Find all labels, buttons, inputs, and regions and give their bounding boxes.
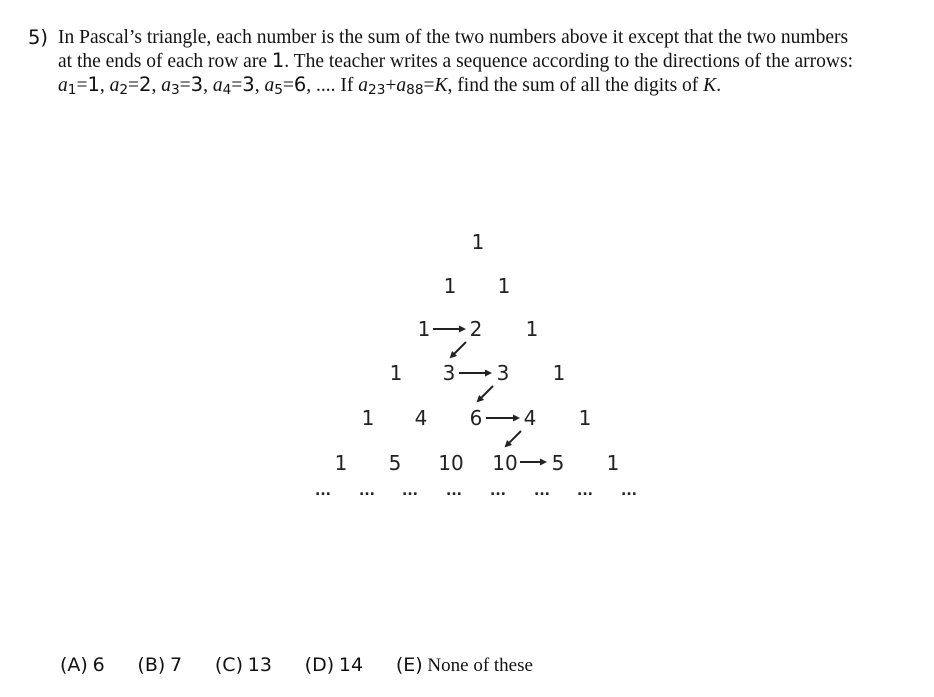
continuation-dots-2: ... <box>359 483 375 499</box>
term-a23-sub: 23 <box>368 82 386 98</box>
triangle-cell-r3-c1: 3 <box>442 361 456 385</box>
sequence-term-1: $a_1=1$, <box>58 73 110 98</box>
period: . <box>716 75 722 96</box>
sequence-term-2: $a_2=2$, <box>109 73 162 98</box>
choice-c[interactable]: (C) 13 <box>214 654 272 676</box>
triangle-cell-r2-c1: 2 <box>469 317 483 341</box>
triangle-cell-r5-c1: 5 <box>388 451 402 475</box>
triangle-cell-r4-c4: 1 <box>578 406 592 430</box>
triangle-cell-r5-c5: 1 <box>606 451 620 475</box>
triangle-cell-r2-c2: 1 <box>525 317 539 341</box>
triangle-cell-r4-c0: 1 <box>361 406 375 430</box>
choice-d[interactable]: (D) 14 <box>304 654 364 676</box>
choice-e[interactable]: (E) None of these <box>395 654 533 676</box>
problem-text-2b: . The teacher writes a sequence according to the directions of the arrows: <box>284 51 853 72</box>
triangle-cell-r5-c4: 5 <box>551 451 565 475</box>
term-a23-var: a <box>358 75 369 96</box>
equals-sign: = <box>423 75 435 96</box>
sequence-term-5: $a_5=6$, <box>264 73 317 98</box>
sequence-term-3: $a_3=3$, <box>161 73 213 98</box>
arrow-down-left-r2 <box>451 342 466 357</box>
triangle-cell-r3-c3: 1 <box>552 361 566 385</box>
triangle-cell-r2-c0: 1 <box>417 317 431 341</box>
continuation-dots-5: ... <box>490 483 506 499</box>
plus-sign: + <box>385 75 397 96</box>
find-text: , find the sum of all the digits of <box>447 75 704 96</box>
answer-choices <box>60 654 561 677</box>
problem-number: 5) <box>28 26 49 49</box>
variable-k-end: K <box>703 75 717 96</box>
triangle-cell-r4-c2: 6 <box>469 406 483 430</box>
triangle-cell-r3-c2: 3 <box>496 361 510 385</box>
choice-b[interactable]: (B) 7 <box>137 654 183 676</box>
variable-k: K <box>434 75 448 96</box>
problem-text-2-one: 1 <box>271 49 285 72</box>
continuation-dots-4: ... <box>446 483 462 499</box>
triangle-cell-r1-c1: 1 <box>497 274 511 298</box>
continuation-dots-1: ... <box>315 483 331 499</box>
continuation-dots-8: ... <box>621 483 637 499</box>
sequence-term-4: $a_4=3$, <box>212 73 265 98</box>
term-a88-sub: 88 <box>406 82 424 98</box>
term-a88-var: a <box>396 75 407 96</box>
triangle-cell-r3-c0: 1 <box>389 361 403 385</box>
continuation-dots-6: ... <box>534 483 550 499</box>
arrow-down-left-r4 <box>506 431 521 446</box>
triangle-cell-r5-c3: 10 <box>492 451 518 475</box>
sequence-dots: .... <box>316 75 336 96</box>
problem-text-2a: at the ends of each row are <box>58 51 272 72</box>
triangle-cell-r4-c3: 4 <box>523 406 537 430</box>
continuation-dots-3: ... <box>402 483 418 499</box>
arrow-down-left-r3 <box>478 386 493 401</box>
triangle-cell-r5-c0: 1 <box>334 451 348 475</box>
choice-a[interactable]: (A) 6 <box>60 654 105 676</box>
triangle-cell-r0-c0: 1 <box>471 230 485 254</box>
triangle-cell-r5-c2: 10 <box>438 451 464 475</box>
continuation-dots-7: ... <box>577 483 593 499</box>
triangle-cell-r4-c1: 4 <box>414 406 428 430</box>
problem-text-1: In Pascal’s triangle, each number is the sum of the two numbers above it except that the two numbers <box>58 27 849 48</box>
if-text: If <box>340 75 359 96</box>
triangle-cell-r1-c0: 1 <box>443 274 457 298</box>
